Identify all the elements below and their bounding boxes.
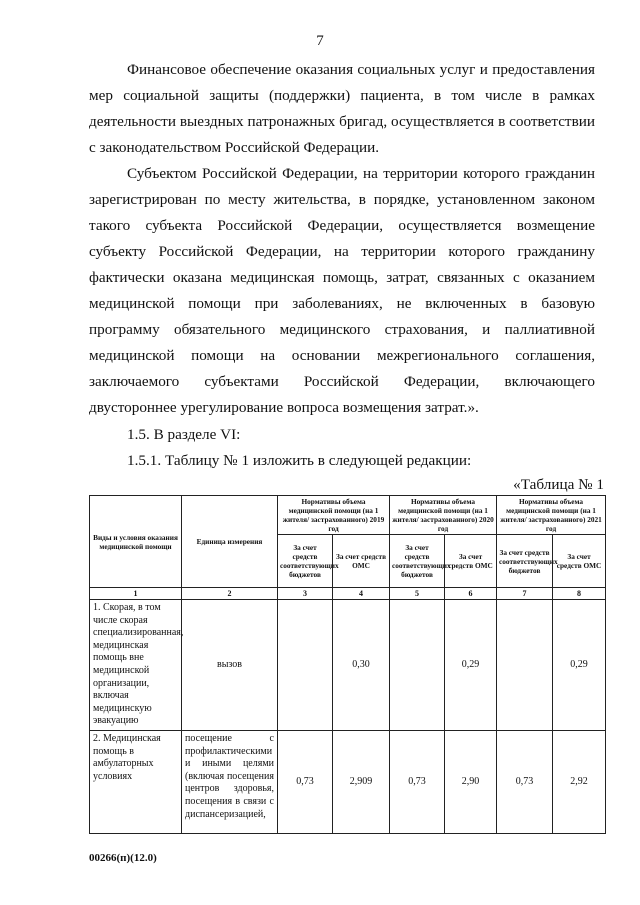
- subheader-budget-2021: За счет средств соответствующих бюджетов: [497, 535, 553, 588]
- section-item-1-5: 1.5. В разделе VI:: [127, 426, 241, 443]
- column-number: 6: [445, 588, 497, 600]
- paragraph-reimbursement: Субъектом Российской Федерации, на территории которого гражданин зарегистрирован по месту жительства, в порядке, установленном законом такого субъекта Российской Федерации, осуществляется возмещение субъекту Российской Федерации, на территории которого гражданину фактически оказана медицинская помощь, затрат, связанных с оказанием медицинской помощи при заболеваниях, не включенных в базовую программу обязательного медицинского страхования, и паллиативной медицинской помощи на основании межрегионального соглашения, заключаемого субъектами Российской Федерации, включающего двустороннее урегулирование вопроса возмещения затрат.».: [89, 165, 595, 416]
- table-caption: «Таблица № 1: [513, 476, 604, 493]
- table-header-row: [90, 496, 606, 535]
- col-header-2019: Нормативы объема медицинской помощи (на 1 жителя/ застрахованного) 2019 год: [278, 496, 390, 535]
- col-header-care-type: Виды и условия оказания медицинской помощи: [90, 496, 182, 588]
- column-number: 7: [497, 588, 553, 600]
- subheader-oms-2021: За счет средств ОМС: [553, 535, 606, 588]
- value-cell: 0,73: [390, 730, 445, 833]
- section-item-1-5-1: 1.5.1. Таблицу № 1 изложить в следующей редакции:: [127, 452, 472, 469]
- unit-cell: посещение с профилактическими и иными целями (включая посещения центров здоровья, посещения в связи с диспансеризацией,: [182, 730, 278, 833]
- table-row: [90, 600, 606, 731]
- column-number-row: [90, 588, 606, 600]
- value-cell: 2,90: [445, 730, 497, 833]
- value-cell: 0,73: [278, 730, 333, 833]
- unit-cell: вызов: [182, 600, 278, 731]
- col-header-2020: Нормативы объема медицинской помощи (на 1 жителя/ застрахованного) 2020 год: [390, 496, 497, 535]
- value-cell: 0,29: [553, 600, 606, 731]
- value-cell: 0,29: [445, 600, 497, 731]
- subheader-budget-2020: За счет средств соответствующих бюджетов: [390, 535, 445, 588]
- page-number: 7: [316, 33, 324, 49]
- col-header-unit: Единица измерения: [182, 496, 278, 588]
- col-header-2021: Нормативы объема медицинской помощи (на 1 жителя/ застрахованного) 2021 год: [497, 496, 606, 535]
- subheader-budget-2019: За счет средств соответствующих бюджетов: [278, 535, 333, 588]
- paragraph-financial-support: Финансовое обеспечение оказания социальных услуг и предоставления мер социальной защиты (поддержки) пациента, в том числе в рамках деятельности выездных патронажных бригад, осуществляется в соответствии с законодательством Российской Федерации.: [89, 61, 595, 156]
- value-cell: [497, 600, 553, 731]
- value-cell: 0,73: [497, 730, 553, 833]
- care-type-cell: 1. Скорая, в том числе скорая специализированная, медицинская помощь вне медицинской организации, включая медицинскую эвакуацию: [90, 600, 182, 731]
- table-row: [90, 730, 606, 833]
- value-cell: 2,909: [333, 730, 390, 833]
- value-cell: [278, 600, 333, 731]
- column-number: 8: [553, 588, 606, 600]
- care-type-cell: 2. Медицинская помощь в амбулаторных условиях: [90, 730, 182, 833]
- document-code: 00266(п)(12.0): [89, 852, 157, 864]
- column-number: 3: [278, 588, 333, 600]
- subheader-oms-2020: За счет средств ОМС: [445, 535, 497, 588]
- norms-table: [89, 495, 606, 834]
- subheader-oms-2019: За счет средств ОМС: [333, 535, 390, 588]
- value-cell: 2,92: [553, 730, 606, 833]
- value-cell: 0,30: [333, 600, 390, 731]
- value-cell: [390, 600, 445, 731]
- column-number: 2: [182, 588, 278, 600]
- column-number: 5: [390, 588, 445, 600]
- column-number: 1: [90, 588, 182, 600]
- column-number: 4: [333, 588, 390, 600]
